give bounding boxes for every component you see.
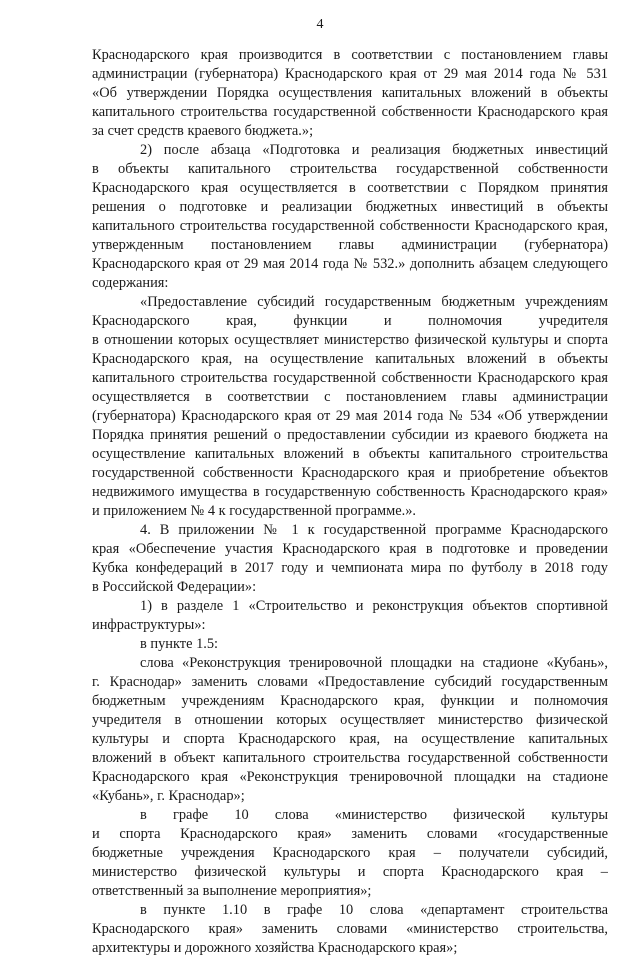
- text-line: в пункте 1.5:: [140, 636, 219, 652]
- text-line: в Российской Федерации»:: [92, 579, 257, 595]
- text-line: Краснодарского края, на осуществление капитальных вложений в объекты: [92, 351, 608, 367]
- text-line: осуществляется в соответствии с постановлением главы администрации: [92, 389, 608, 405]
- text-line: вложений в объект капитального строительства государственной собственности: [92, 750, 608, 766]
- text-line: «Кубань», г. Краснодар»;: [92, 788, 245, 804]
- text-line: и спорта Краснодарского края» заменить словами «государственные: [92, 826, 608, 842]
- text-line: учредителя в отношении которых осуществляет министерство физической: [92, 712, 608, 728]
- text-line: в пункте 1.10 в графе 10 слова «департамент строительства: [140, 902, 608, 918]
- text-line: 2) после абзаца «Подготовка и реализация бюджетных инвестиций: [140, 142, 608, 158]
- text-line: администрации (губернатора) Краснодарского края от 29 мая 2014 года № 531: [92, 66, 608, 82]
- text-line: в объекты капитального строительства государственной собственности: [92, 161, 608, 177]
- text-line: края «Обеспечение участия Краснодарского края в подготовке и проведении: [92, 541, 608, 557]
- text-line: в отношении которых осуществляет министерство физической культуры и спорта: [92, 332, 608, 348]
- text-line: за счет средств краевого бюджета.»;: [92, 123, 314, 139]
- text-line: инфраструктуры»:: [92, 617, 206, 633]
- document-body: [92, 46, 608, 958]
- text-line: Краснодарского края» заменить словами «министерство строительства,: [92, 921, 608, 937]
- text-line: государственной собственности Краснодарского края и приобретение объектов: [92, 465, 608, 481]
- text-line: архитектуры и дорожного хозяйства Краснодарского края»;: [92, 940, 458, 956]
- text-line: и приложением № 4 к государственной программе.».: [92, 503, 416, 519]
- text-line: слова «Реконструкция тренировочной площадки на стадионе «Кубань»,: [140, 655, 608, 671]
- page-number: 4: [316, 17, 324, 32]
- text-line: Краснодарского края производится в соответствии с постановлением главы: [92, 47, 608, 63]
- text-line: утвержденным постановлением главы администрации (губернатора): [92, 237, 608, 253]
- text-line: Краснодарского края «Реконструкция тренировочной площадки на стадионе: [92, 769, 608, 785]
- text-line: Краснодарского края, функции и полномочия учредителя: [92, 313, 608, 329]
- text-line: 1) в разделе 1 «Строительство и реконструкция объектов спортивной: [140, 598, 608, 614]
- text-line: «Об утверждении Порядка осуществления капитальных вложений в объекты: [92, 85, 608, 101]
- text-line: 4. В приложении № 1 к государственной программе Краснодарского: [140, 522, 608, 538]
- text-line: бюджетным учреждениям Краснодарского края, функции и полномочия: [92, 693, 608, 709]
- text-line: ответственный за выполнение мероприятия»;: [92, 883, 372, 899]
- text-line: Порядка принятия решений о предоставлении субсидии из краевого бюджета на: [92, 427, 608, 443]
- text-line: (губернатора) Краснодарского края от 29 мая 2014 года № 534 «Об утверждении: [92, 408, 608, 424]
- text-line: Краснодарского края осуществляется в соответствии с Порядком принятия: [92, 180, 608, 196]
- text-line: в графе 10 слова «министерство физической культуры: [140, 807, 608, 823]
- text-line: содержания:: [92, 275, 169, 291]
- text-line: осуществление капитальных вложений в объекты капитального строительства: [92, 446, 608, 462]
- text-line: капитального строительства государственной собственности Краснодарского края,: [92, 218, 608, 234]
- text-line: министерство физической культуры и спорта Краснодарского края –: [92, 864, 608, 880]
- text-line: Кубка конфедераций в 2017 году и чемпионата мира по футболу в 2018 году: [92, 560, 608, 576]
- text-line: капитального строительства государственной собственности Краснодарского края: [92, 104, 608, 120]
- text-line: г. Краснодар» заменить словами «Предоставление субсидий государственным: [92, 674, 608, 690]
- text-line: решения о подготовке и реализации бюджетных инвестиций в объекты: [92, 199, 608, 215]
- text-line: капитального строительства государственной собственности Краснодарского края: [92, 370, 608, 386]
- text-line: недвижимого имущества в государственную собственность Краснодарского края»: [92, 484, 608, 500]
- text-line: культуры и спорта Краснодарского края, на осуществление капитальных: [92, 731, 608, 747]
- text-line: бюджетные учреждения Краснодарского края – получатели субсидий,: [92, 845, 608, 861]
- text-line: Краснодарского края от 29 мая 2014 года № 532.» дополнить абзацем следующего: [92, 256, 608, 272]
- text-line: «Предоставление субсидий государственным бюджетным учреждениям: [140, 294, 608, 310]
